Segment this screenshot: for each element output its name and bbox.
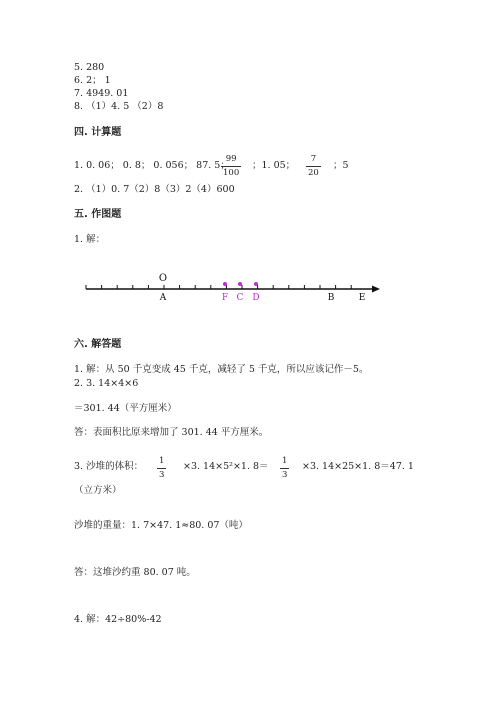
answer-line-6: 6. 2； 1 bbox=[74, 75, 111, 86]
answer-line-8: 8. （1）4. 5 （2）8 bbox=[74, 101, 164, 112]
fraction-1-3 bbox=[157, 457, 166, 479]
label-O: O bbox=[158, 273, 168, 284]
point-D-marker bbox=[254, 282, 258, 286]
calc-line-1-part3: ；5 bbox=[333, 160, 349, 171]
label-D: D bbox=[252, 293, 260, 303]
section-title-calculation: 四. 计算题 bbox=[74, 127, 122, 138]
solution-3-unit: （立方米） bbox=[74, 485, 122, 496]
label-B: B bbox=[327, 293, 335, 303]
fraction-numerator: 1 bbox=[282, 456, 288, 466]
solution-3-prefix: 3. 沙堆的体积： bbox=[74, 461, 144, 472]
calc-line-2: 2. （1）0. 7（2）8（3）2（4）600 bbox=[74, 184, 235, 195]
section-title-drawing: 五. 作图题 bbox=[74, 209, 122, 220]
point-F-marker bbox=[223, 282, 227, 286]
fraction-numerator: 1 bbox=[159, 456, 165, 466]
solution-3-end: ×3. 14×25×1. 8＝47. 1 bbox=[302, 461, 414, 472]
fraction-bar bbox=[280, 468, 289, 469]
solution-3-weight: 沙堆的重量：1. 7×47. 1≈80. 07（吨） bbox=[74, 520, 248, 531]
solution-2-line2: ＝301. 44（平方厘米） bbox=[74, 403, 177, 414]
drawing-line-1: 1. 解： bbox=[74, 234, 106, 245]
label-A: A bbox=[159, 293, 167, 303]
label-E: E bbox=[358, 293, 366, 303]
fraction-numerator: 99 bbox=[225, 154, 237, 164]
fraction-1-3-second bbox=[280, 457, 289, 479]
solution-1: 1. 解：从 50 千克变成 45 千克，减轻了 5 千克，所以应该记作－5。 bbox=[74, 364, 369, 375]
fraction-bar bbox=[157, 468, 166, 469]
calc-line-1-part1: 1. 0. 06； 0. 8； 0. 056； 87. 5； bbox=[74, 160, 230, 171]
answer-line-7: 7. 4949. 01 bbox=[74, 88, 129, 99]
fraction-numerator: 7 bbox=[310, 154, 317, 164]
label-F: F bbox=[221, 293, 229, 303]
label-C: C bbox=[236, 293, 244, 303]
solution-3-middle: ×3. 14×5²×1. 8＝ bbox=[183, 461, 269, 472]
number-line-arrow-icon bbox=[372, 286, 380, 293]
solution-2-line1: 2. 3. 14×4×6 bbox=[74, 378, 139, 389]
answer-line-5: 5. 280 bbox=[74, 62, 105, 73]
solution-4: 4. 解：42÷80%-42 bbox=[74, 614, 162, 625]
solution-3-answer: 答：这堆沙约重 80. 07 吨。 bbox=[74, 567, 196, 578]
fraction-denominator: 100 bbox=[223, 167, 240, 178]
solution-2-answer: 答：表面积比原来增加了 301. 44 平方厘米。 bbox=[74, 427, 269, 438]
fraction-denominator: 3 bbox=[282, 469, 288, 480]
fraction-denominator: 3 bbox=[159, 469, 165, 480]
section-title-solutions: 六. 解答题 bbox=[74, 339, 122, 350]
fraction-denominator: 20 bbox=[308, 167, 319, 178]
point-C-marker bbox=[238, 282, 242, 286]
calc-line-1-part2: ；1. 05； bbox=[252, 160, 296, 171]
